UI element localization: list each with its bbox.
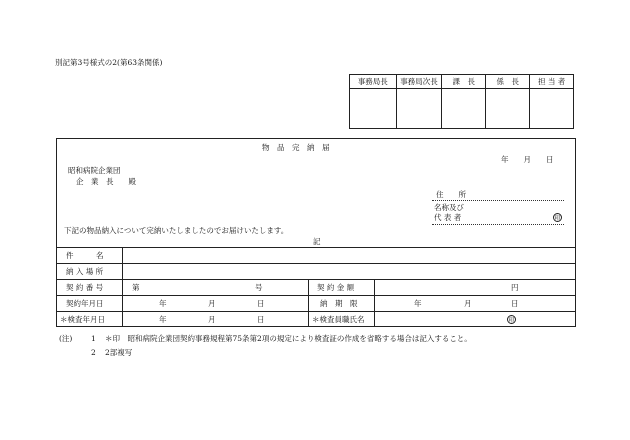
addressee-org: 昭和病院企業団 — [68, 166, 121, 175]
approval-cell[interactable] — [486, 89, 530, 129]
approval-cell[interactable] — [530, 89, 574, 129]
mid-label-line-left — [308, 279, 309, 327]
contract-date-month: 月 — [208, 299, 216, 308]
delivery-deadline-year: 年 — [414, 299, 422, 308]
contract-amount-unit: 円 — [511, 283, 519, 292]
note-2-number: 2 — [91, 348, 96, 357]
approval-table — [349, 74, 574, 129]
representative-line[interactable] — [432, 224, 564, 225]
approval-cell[interactable] — [396, 89, 442, 129]
mid-label-line-right — [374, 279, 375, 327]
name-label: 名称及び — [434, 203, 464, 212]
row-line — [56, 295, 576, 296]
address-label: 住 所 — [436, 190, 466, 199]
label-column-line — [122, 247, 123, 327]
seal-icon: 印 — [554, 215, 561, 222]
contract-number-label: 契 約 番 号 — [66, 283, 104, 292]
inspector-seal-icon: 印 — [508, 317, 515, 324]
approval-header-subsection: 係 長 — [486, 75, 530, 89]
note-2-text: 2部複写 — [105, 348, 133, 357]
inspection-date-month: 月 — [208, 315, 216, 324]
address-line[interactable] — [432, 200, 564, 201]
form-reference: 別記第3号様式の2(第63条関係) — [55, 58, 163, 67]
note-1-number: 1 — [91, 334, 96, 343]
inspection-date-label: ＊検査年月日 — [60, 315, 105, 324]
notes-label: (注) — [59, 334, 73, 343]
inspection-date-year: 年 — [159, 315, 167, 324]
representative-label: 代 表 者 — [434, 213, 462, 222]
delivery-place-label: 納 入 場 所 — [66, 267, 104, 276]
table-top-line — [56, 247, 576, 248]
delivery-deadline-day: 日 — [511, 299, 519, 308]
contract-date-day: 日 — [257, 299, 265, 308]
item-name-label: 件 名 — [66, 251, 104, 260]
note-1-text: ＊印 昭和病院企業団契約事務規程第75条第2項の規定により検査証の作成を省略する場合は記入すること。 — [105, 334, 472, 343]
ki-mark: 記 — [313, 237, 321, 246]
inspection-date-day: 日 — [257, 315, 265, 324]
delivery-deadline-label: 納 期 限 — [320, 299, 358, 308]
approval-header-director: 事務局長 — [350, 75, 397, 89]
inspector-label: ＊検査員職氏名 — [312, 315, 365, 324]
form-date[interactable]: 年 月 日 — [501, 155, 554, 164]
approval-cell[interactable] — [442, 89, 486, 129]
approval-header-section: 課 長 — [442, 75, 486, 89]
delivery-deadline-month: 月 — [464, 299, 472, 308]
statement: 下記の物品納入について完納いたしましたのでお届けいたします。 — [64, 226, 289, 235]
approval-header-staff: 担 当 者 — [530, 75, 574, 89]
contract-date-label: 契約年月日 — [66, 299, 104, 308]
approval-cell[interactable] — [350, 89, 397, 129]
contract-number-prefix: 第 — [132, 283, 140, 292]
addressee-title: 企 業 長 殿 — [76, 177, 136, 186]
row-line — [56, 311, 576, 312]
row-line — [56, 279, 576, 280]
contract-number-suffix: 号 — [255, 283, 263, 292]
form-title: 物 品 完 納 届 — [262, 143, 330, 152]
contract-date-year: 年 — [159, 299, 167, 308]
row-line — [56, 263, 576, 264]
contract-amount-label: 契 約 金 額 — [317, 283, 355, 292]
approval-header-deputy: 事務局次長 — [396, 75, 442, 89]
